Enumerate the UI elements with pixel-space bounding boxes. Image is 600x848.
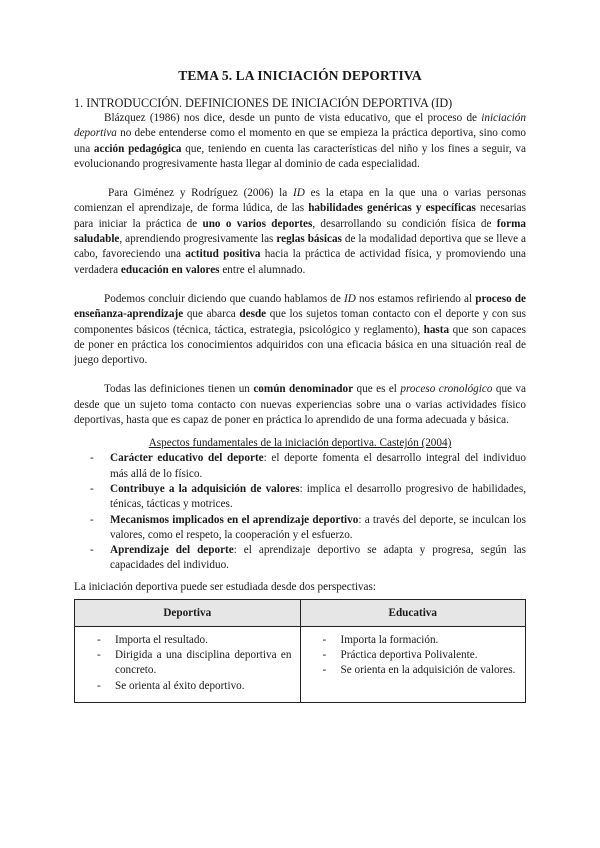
document-page [74,68,526,703]
list-item: - Se orienta en la adquisición de valores. [322,664,516,677]
paragraph-blazquez: Blázquez (1986) nos dice, desde un punto de vista educativo, que el proceso de iniciación deportiva no debe entenderse como el momento en que se empieza la práctica deportiva, sino como una acción pedagógica que, teniendo en cuenta las características del niño y los fines a seguir, va evolucionando progresivamente hasta llegar al dominio de cada especialidad. [74,112,526,170]
list-item: - Aprendizaje del deporte: el aprendizaje deportivo se adapta y progresa, según las capacidades del individuo. [90,544,526,572]
table-header-deportiva: Deportiva [75,599,301,626]
list-item: - Contribuye a la adquisición de valores: implica el desarrollo progresivo de habilidades, ténicas, tácticas y motrices. [90,482,527,511]
list-item: - Importa el resultado. [97,633,208,646]
table-cell-deportiva [75,626,301,702]
table-cell-educativa [300,626,526,702]
aspects-list [74,451,526,573]
paragraph-common-denominator: Todas las definiciones tienen un común denominador que es el proceso cronológico que va desde que un sujeto toma contacto con nuevas experiencias sobre una o varias actividades físico deportivas, hasta que es capaz de poner en práctica lo aprendido de una forma adecuada y básica. [74,383,526,427]
table-header-educativa: Educativa [300,599,526,626]
paragraph-gimenez: Para Giménez y Rodríguez (2006) la ID es la etapa en la que una o varias personas comienzan el aprendizaje, de forma lúdica, de las habilidades genéricas y específicas necesarias para iniciar la práctica de uno o varios deportes, desarrollando su condición física de forma saludable, aprendiendo progresivamente las reglas básicas de la modalidad deportiva que se lleve a cabo, favoreciendo una actitud positiva hacia la práctica de actividad física, y promoviendo una verdadera educación en valores entre el alumnado. [74,187,526,276]
list-item: - Importa la formación. [322,633,439,646]
list-item: - Carácter educativo del deporte: el deporte fomenta el desarrollo integral del individuo más allá de lo físico. [90,452,526,480]
list-item: - Se orienta al éxito deportivo. [97,679,245,692]
aspects-title: Aspectos fundamentales de la iniciación deportiva. Castejón (2004) [148,437,452,450]
table-intro: La iniciación deportiva puede ser estudiada desde dos perspectivas: [74,580,376,593]
paragraph-conclusion: Podemos concluir diciendo que cuando hablamos de ID nos estamos refiriendo al proceso de enseñanza-aprendizaje que abarca desde que los sujetos toman contacto con el deporte y con sus componentes básicos (técnica, táctica, estrategia, psicológico y reglamento), hasta que son capaces de poner en práctica los conocimientos adquiridos con una eficacia básica en una situación real de juego deportivo. [74,292,526,367]
list-item: - Práctica deportiva Polivalente. [322,649,478,662]
section-heading: 1. INTRODUCCIÓN. DEFINICIONES DE INICIACIÓN DEPORTIVA (ID) [74,96,453,110]
list-item: - Mecanismos implicados en el aprendizaje deportivo: a través del deporte, se inculcan los valores, como el respeto, la cooperación y el esfuerzo. [90,513,526,541]
perspectives-table [74,599,526,703]
list-item: - Dirigida a una disciplina deportiva en concreto. [97,649,292,677]
document-title: TEMA 5. LA INICIACIÓN DEPORTIVA [178,68,422,83]
